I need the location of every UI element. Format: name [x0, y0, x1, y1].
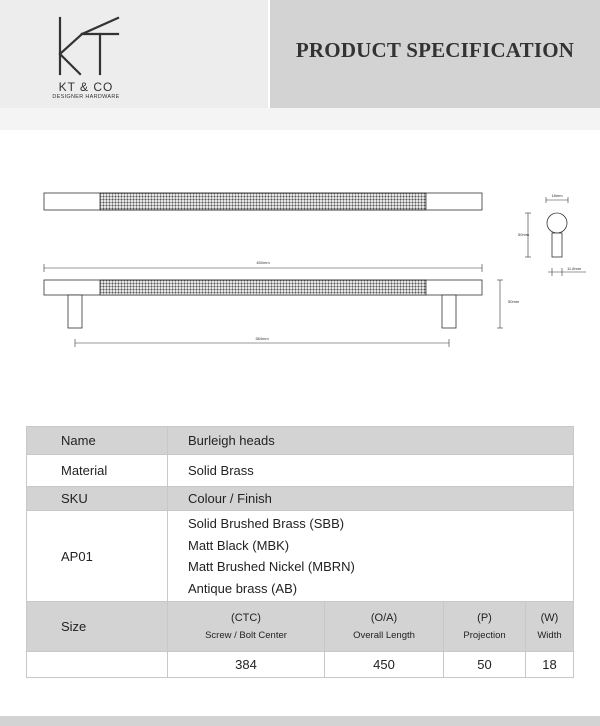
column-code: (CTC) [231, 612, 261, 624]
name-label: Name [27, 427, 168, 455]
size-column-w [526, 602, 574, 652]
diameter-label: 18mm [551, 193, 563, 198]
handle-front-view [44, 280, 482, 328]
page-title: PRODUCT SPECIFICATION [295, 38, 575, 62]
header [0, 0, 600, 108]
table-row [27, 652, 574, 678]
size-column-oa [325, 602, 444, 652]
ctc-label: 384mm [255, 336, 269, 341]
technical-drawing [0, 150, 600, 360]
column-description: Width [537, 630, 562, 641]
column-code: (W) [540, 612, 559, 624]
finish-item: Matt Black (MBK) [188, 537, 290, 553]
overall-length-dimension [44, 260, 482, 272]
blank-cell [27, 652, 168, 678]
foot-width-label: 11.8mm [567, 266, 582, 271]
logo-panel [0, 0, 268, 108]
sku-label: SKU [27, 487, 168, 511]
column-code: (P) [477, 612, 492, 624]
title-panel [270, 0, 600, 108]
ctc-value: 384 [168, 652, 325, 678]
handle-top-view [44, 193, 482, 210]
front-height-dimension [497, 280, 520, 328]
brand-name: KT & CO [58, 80, 114, 94]
finish-item: Antique brass (AB) [188, 580, 298, 596]
column-description: Screw / Bolt Center [205, 630, 287, 641]
sku-value: Colour / Finish [168, 487, 574, 511]
material-label: Material [27, 455, 168, 487]
size-column-ctc [168, 602, 325, 652]
finish-item: Solid Brushed Brass (SBB) [188, 516, 345, 531]
side-height-label: 50mm [518, 232, 530, 237]
overall-length-label: 450mm [256, 260, 270, 265]
spec-table [26, 426, 574, 678]
size-column-p [444, 602, 526, 652]
code-label: AP01 [27, 511, 168, 602]
table-row [27, 511, 574, 602]
ctc-dimension [75, 336, 449, 347]
kt-logo-icon [52, 14, 122, 78]
handle-side-view [518, 193, 586, 276]
name-value: Burleigh heads [168, 427, 574, 455]
finish-item: Matt Brushed Nickel (MBRN) [188, 559, 355, 574]
column-description: Overall Length [353, 630, 415, 641]
table-row [27, 602, 574, 652]
finish-list [168, 511, 574, 602]
size-label: Size [27, 602, 168, 652]
front-height-label: 50mm [508, 299, 520, 304]
brand-tagline: DESIGNER HARDWARE [52, 94, 120, 100]
projection-value: 50 [444, 652, 526, 678]
width-value: 18 [526, 652, 574, 678]
header-band [0, 108, 600, 130]
material-value: Solid Brass [168, 455, 574, 487]
table-row [27, 427, 574, 455]
column-description: Projection [463, 630, 506, 641]
column-code: (O/A) [370, 612, 398, 624]
footer-band [0, 716, 600, 726]
table-row [27, 455, 574, 487]
oa-value: 450 [325, 652, 444, 678]
table-row [27, 487, 574, 511]
